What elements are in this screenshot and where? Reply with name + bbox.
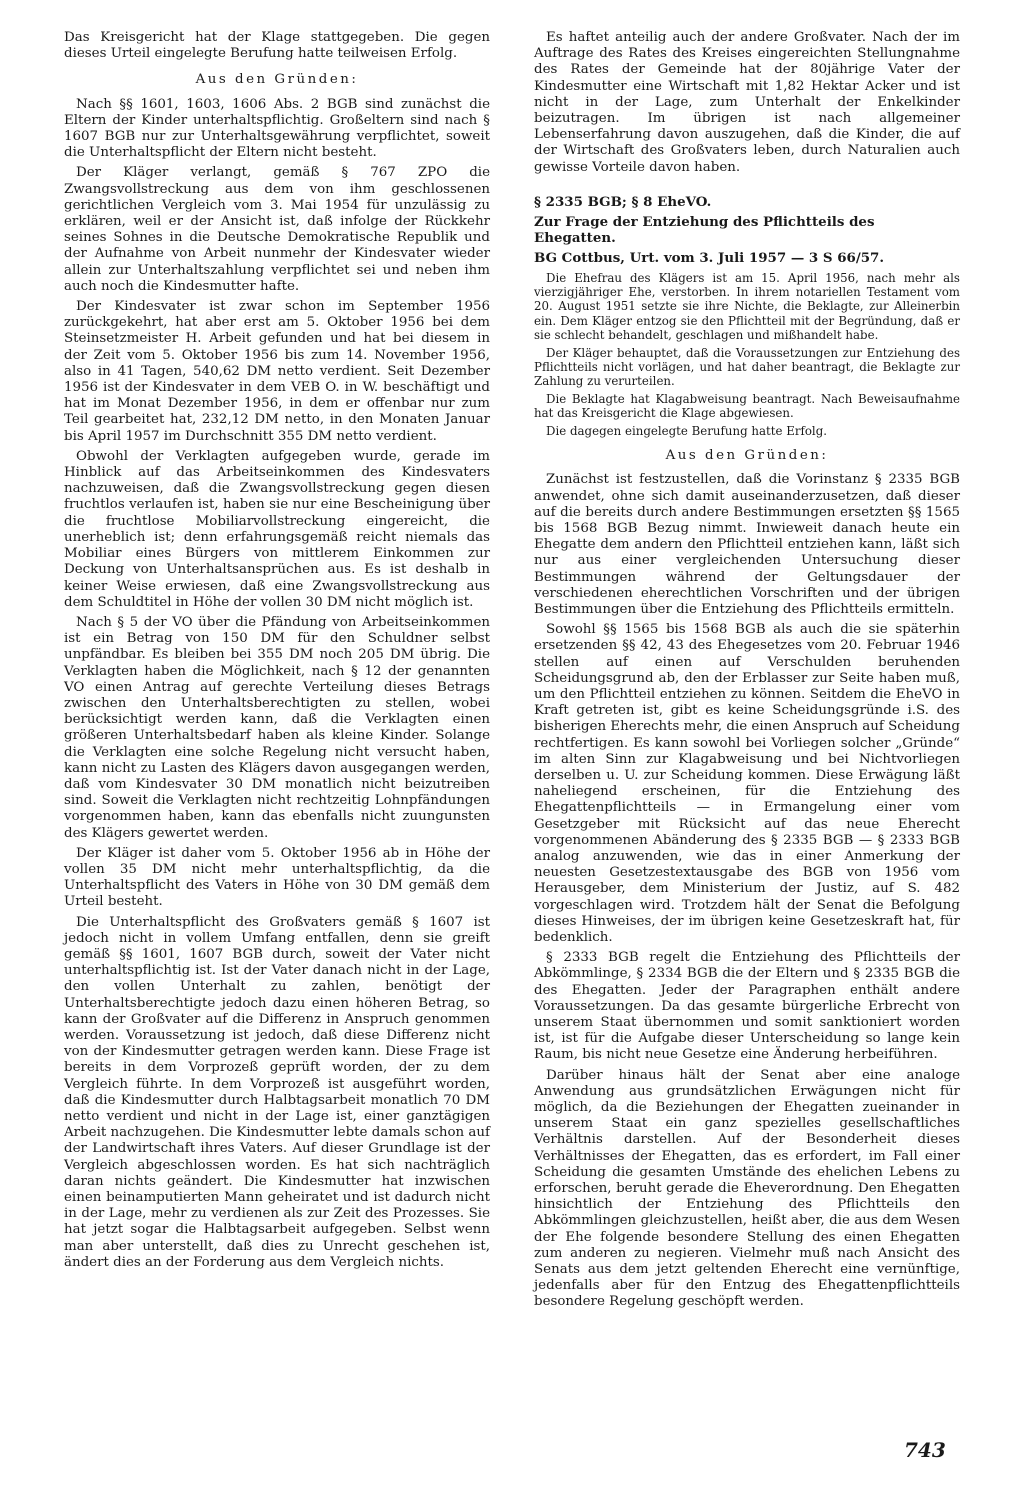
- summary-paragraph: Die Beklagte hat Klagabweisung beantragt. Nach Beweisaufnahme hat das Kreisgericht die Klage abgewiesen.: [534, 391, 960, 421]
- section-heading: Aus den Gründen:: [195, 72, 359, 88]
- summary-paragraph: Die Ehefrau des Klägers ist am 15. April 1956, nach mehr als vierzigjähriger Ehe, verstorben. In ihrem notariellen Testament vom 20. August 1951 setzte sie ihre Nichte, die Beklagte, zur Alleinerbin ein. Dem Kläger entzog sie den Pflichtteil mit der Begründung, daß er sie schlecht behandelt, geschlagen und mißhandelt habe.: [534, 270, 960, 343]
- paragraph: Der Kindesvater ist zwar schon im September 1956 zurückgekehrt, hat aber erst am 5. Oktober 1956 bei dem Steinsetzmeister H. Arbeit gefunden und hat bei diesem in der Zeit vom 5. Oktober 1956 bis zum 14. November 1956, also in 41 Tagen, 540,62 DM netto verdient. Seit Dezember 1956 ist der Kindesvater in dem VEB O. in W. beschäftigt und hat im Monat Dezember 1956, in dem er offenbar nur zum Teil gearbeitet hat, 232,12 DM netto, in den Monaten Januar bis April 1957 im Durchschnitt 355 DM netto verdient.: [64, 299, 490, 444]
- paragraph: Die Unterhaltspflicht des Großvaters gemäß § 1607 ist jedoch nicht in vollem Umfang entfallen, denn sie greift gemäß §§ 1601, 1607 BGB durch, soweit der Vater nicht unterhaltspflichtig ist. Ist der Vater danach nicht in der Lage, den vollen Unterhalt zu zahlen, benötigt der Unterhaltsberechtigte jedoch dazu einen höheren Betrag, so kann der Großvater auf die Differenz in Anspruch genommen werden. Voraussetzung ist jedoch, daß diese Differenz nicht von der Kindesmutter getragen werden kann. Diese Frage ist bereits in dem Vorprozeß geprüft worden, der zu dem Vergleich führte. In dem Vorprozeß ist ausgeführt worden, daß die Kindesmutter durch Halbtagsarbeit monatlich 70 DM netto verdient und nicht in der Lage ist, einer ganztägigen Arbeit nachzugehen. Die Kindesmutter lebte damals schon auf der Landwirtschaft ihres Vaters. Auf dieser Grundlage ist der Vergleich abgeschlossen worden. Es hat sich nachträglich daran nichts geändert. Die Kindesmutter hat inzwischen einen beinamputierten Mann geheiratet und ist dadurch nicht in der Lage, mehr zu verdienen als zur Zeit des Prozesses. Sie hat jetzt sogar die Halbtagsarbeit aufgegeben. Selbst wenn man aber unterstellt, daß dies zu Unrecht geschehen ist, ändert dies an der Forderung aus dem Vergleich nichts.: [64, 914, 490, 1270]
- section-heading: Aus den Gründen:: [665, 448, 829, 464]
- paragraph: Es haftet anteilig auch der andere Großvater. Nach der im Auftrage des Rates des Kreises eingereichten Stellungnahme des Rates der Gemeinde hat der 80jährige Vater der Kindesmutter eine Wirtschaft mit 1,82 Hektar Acker und ist nicht in der Lage, zum Unterhalt der Enkelkinder beizutragen. Im übrigen ist nach allgemeiner Lebenserfahrung davon auszugehen, daß die Kinder, die auf der Wirtschaft des Großvaters leben, durch Naturalien auch gewisse Vorteile davon haben.: [534, 30, 960, 175]
- page-number: 743: [904, 1438, 946, 1462]
- paragraph: Darüber hinaus hält der Senat aber eine analoge Anwendung aus grundsätzlichen Erwägungen nicht für möglich, da die Beziehungen der Ehegatten zueinander in unserem Staat ein ganz spezielles gesellschaftliches Verhältnis darstellen. Auf der Besonderheit dieses Verhältnisses der Ehegatten, das es erfordert, im Fall einer Scheidung die gesamten Umstände des ehelichen Lebens zu erforschen, beruht gerade die Eheverordnung. Den Ehegatten hinsichtlich der Entziehung des Pflichtteils den Abkömmlingen gleichzustellen, heißt aber, die aus dem Wesen der Ehe folgende besondere Stellung des einen Ehegatten zum anderen zu negieren. Vielmehr muß nach Ansicht des Senats aus dem jetzt geltenden Eherecht eine vernünftige, jedenfalls aber für den Entzug des Ehegattenpflichtteils besondere Regelung geschöpft werden.: [534, 1067, 960, 1310]
- case-title: Zur Frage der Entziehung des Pflichtteils des Ehegatten.: [534, 214, 875, 247]
- paragraph: Zunächst ist festzustellen, daß die Vorinstanz § 2335 BGB anwendet, ohne sich damit auseinanderzusetzen, daß dieser auf die bereits durch andere Bestimmungen ersetzten §§ 1565 bis 1568 BGB Bezug nimmt. Inwieweit danach heute ein Ehegatte dem andern den Pflichtteil entziehen kann, läßt sich nur aus einer vergleichenden Untersuchung dieser Bestimmungen während der Geltungsdauer der verschiedenen eherechtlichen Vorschriften und der übrigen Bestimmungen über die Entziehung des Pflichtteils ermitteln.: [534, 472, 960, 617]
- paragraph: Der Kläger ist daher vom 5. Oktober 1956 ab in Höhe der vollen 35 DM nicht mehr unterhaltspflichtig, da die Unterhaltspflicht des Vaters in Höhe von 30 DM gemäß dem Urteil besteht.: [64, 845, 490, 910]
- summary-paragraph: Der Kläger behauptet, daß die Voraussetzungen zur Entziehung des Pflichtteils nicht vorlägen, und hat daher beantragt, die Beklagte zur Zahlung zu verurteilen.: [534, 345, 960, 389]
- paragraph: Obwohl der Verklagten aufgegeben wurde, gerade im Hinblick auf das Arbeitseinkommen des Kindesvaters nachzuweisen, daß die Zwangsvollstreckung gegen diesen fruchtlos verlaufen ist, haben sie nur eine Bescheinigung über die fruchtlose Mobiliarvollstreckung eingereicht, die unerheblich ist; denn erfahrungsgemäß reicht niemals das Mobiliar eines Bürgers von mittlerem Einkommen zur Deckung von Unterhaltsansprüchen aus. Es ist deshalb in keiner Weise erwiesen, daß eine Zwangsvollstreckung aus dem Schuldtitel in Höhe der vollen 30 DM nicht möglich ist.: [64, 448, 490, 610]
- paragraph: § 2333 BGB regelt die Entziehung des Pflichtteils der Abkömmlinge, § 2334 BGB die der Eltern und § 2335 BGB die des Ehegatten. Jeder der Paragraphen enthält andere Voraussetzungen. Da das gesamte bürgerliche Erbrecht von unserem Staat übernommen und somit sanktioniert worden ist, ist für die Aufgabe dieser Unterscheidung so lange kein Raum, bis nicht neue Gesetze eine Änderung herbeiführen.: [534, 950, 960, 1063]
- paragraph: Nach § 5 der VO über die Pfändung von Arbeitseinkommen ist ein Betrag von 150 DM für den Schuldner selbst unpfändbar. Es bleiben bei 355 DM noch 205 DM übrig. Die Verklagten haben die Möglichkeit, nach § 12 der genannten VO einen Antrag auf gerechte Verteilung dieses Betrags zwischen den Unterhaltsberechtigten zu stellen, wobei berücksichtigt werden kann, daß die Verklagten einen größeren Unterhaltsbedarf haben als kleine Kinder. Solange die Verklagten eine solche Regelung nicht versucht haben, kann nicht zu Lasten des Klägers davon ausgegangen werden, daß vom Kindesvater 30 DM monatlich nicht beizutreiben sind. Soweit die Verklagten nicht rechtzeitig Lohnpfändungen vorgenommen haben, kann das ebenfalls nicht zuungunsten des Klägers gewertet werden.: [64, 614, 490, 841]
- paragraph: Nach §§ 1601, 1603, 1606 Abs. 2 BGB sind zunächst die Eltern der Kinder unterhaltspflichtig. Großeltern sind nach § 1607 BGB nur zur Unterhaltsgewährung verpflichtet, soweit die Unterhaltspflicht der Eltern nicht besteht.: [64, 96, 490, 161]
- spacer: [534, 180, 960, 190]
- court-citation: BG Cottbus, Urt. vom 3. Juli 1957 — 3 S 66/57.: [534, 250, 885, 267]
- paragraph: Sowohl §§ 1565 bis 1568 BGB als auch die sie späterhin ersetzenden §§ 42, 43 des Ehegesetzes vom 20. Februar 1946 stellen auf einen auf Verschulden beruhenden Scheidungsgrund ab, den der Erblasser zur Seite haben muß, um den Pflichtteil entziehen zu können. Seitdem die EheVO in Kraft getreten ist, gibt es keine Scheidungsgründe i.S. des bisherigen Eherechts mehr, die einen Anspruch auf Scheidung rechtfertigen. Es kann sowohl bei Vorliegen solcher „Gründe“ im alten Sinn zur Klagabweisung und bei Nichtvorliegen derselben u. U. zur Scheidung kommen. Diese Erwägung läßt naheliegend erscheinen, für die Entziehung des Ehegattenpflichtteils — in Ermangelung einer vom Gesetzgeber mit Rücksicht auf das neue Eherecht vorgenommenen Abänderung des § 2335 BGB — § 2333 BGB analog anzuwenden, wie das in einer Anmerkung der neuesten Gesetzestextausgabe des BGB von 1956 vom Herausgeber, dem Ministerium der Justiz, auf S. 482 vorgeschlagen wird. Trotzdem hält der Senat die Befolgung dieses Hinweises, der im übrigen keine Gesetzeskraft hat, für bedenklich.: [534, 622, 960, 945]
- paragraph: Der Kläger verlangt, gemäß § 767 ZPO die Zwangsvollstreckung aus dem von ihm geschlossenen gerichtlichen Vergleich vom 3. Mai 1954 für unzulässig zu erklären, weil er der Ansicht ist, daß infolge der Rückkehr seines Sohnes in die Deutsche Demokratische Republik und der Aufnahme von Arbeit nunmehr der Kindesvater wieder allein zur Unterhaltszahlung verpflichtet sei und neben ihm auch noch die Kindesmutter hafte.: [64, 165, 490, 294]
- right-column: [534, 30, 960, 1315]
- case-reference: § 2335 BGB; § 8 EheVO.: [534, 193, 712, 210]
- left-column: [64, 30, 490, 1275]
- summary-paragraph: Die dagegen eingelegte Berufung hatte Erfolg.: [546, 423, 828, 438]
- paragraph: Das Kreisgericht hat der Klage stattgegeben. Die gegen dieses Urteil eingelegte Berufung hatte teilweisen Erfolg.: [64, 30, 490, 62]
